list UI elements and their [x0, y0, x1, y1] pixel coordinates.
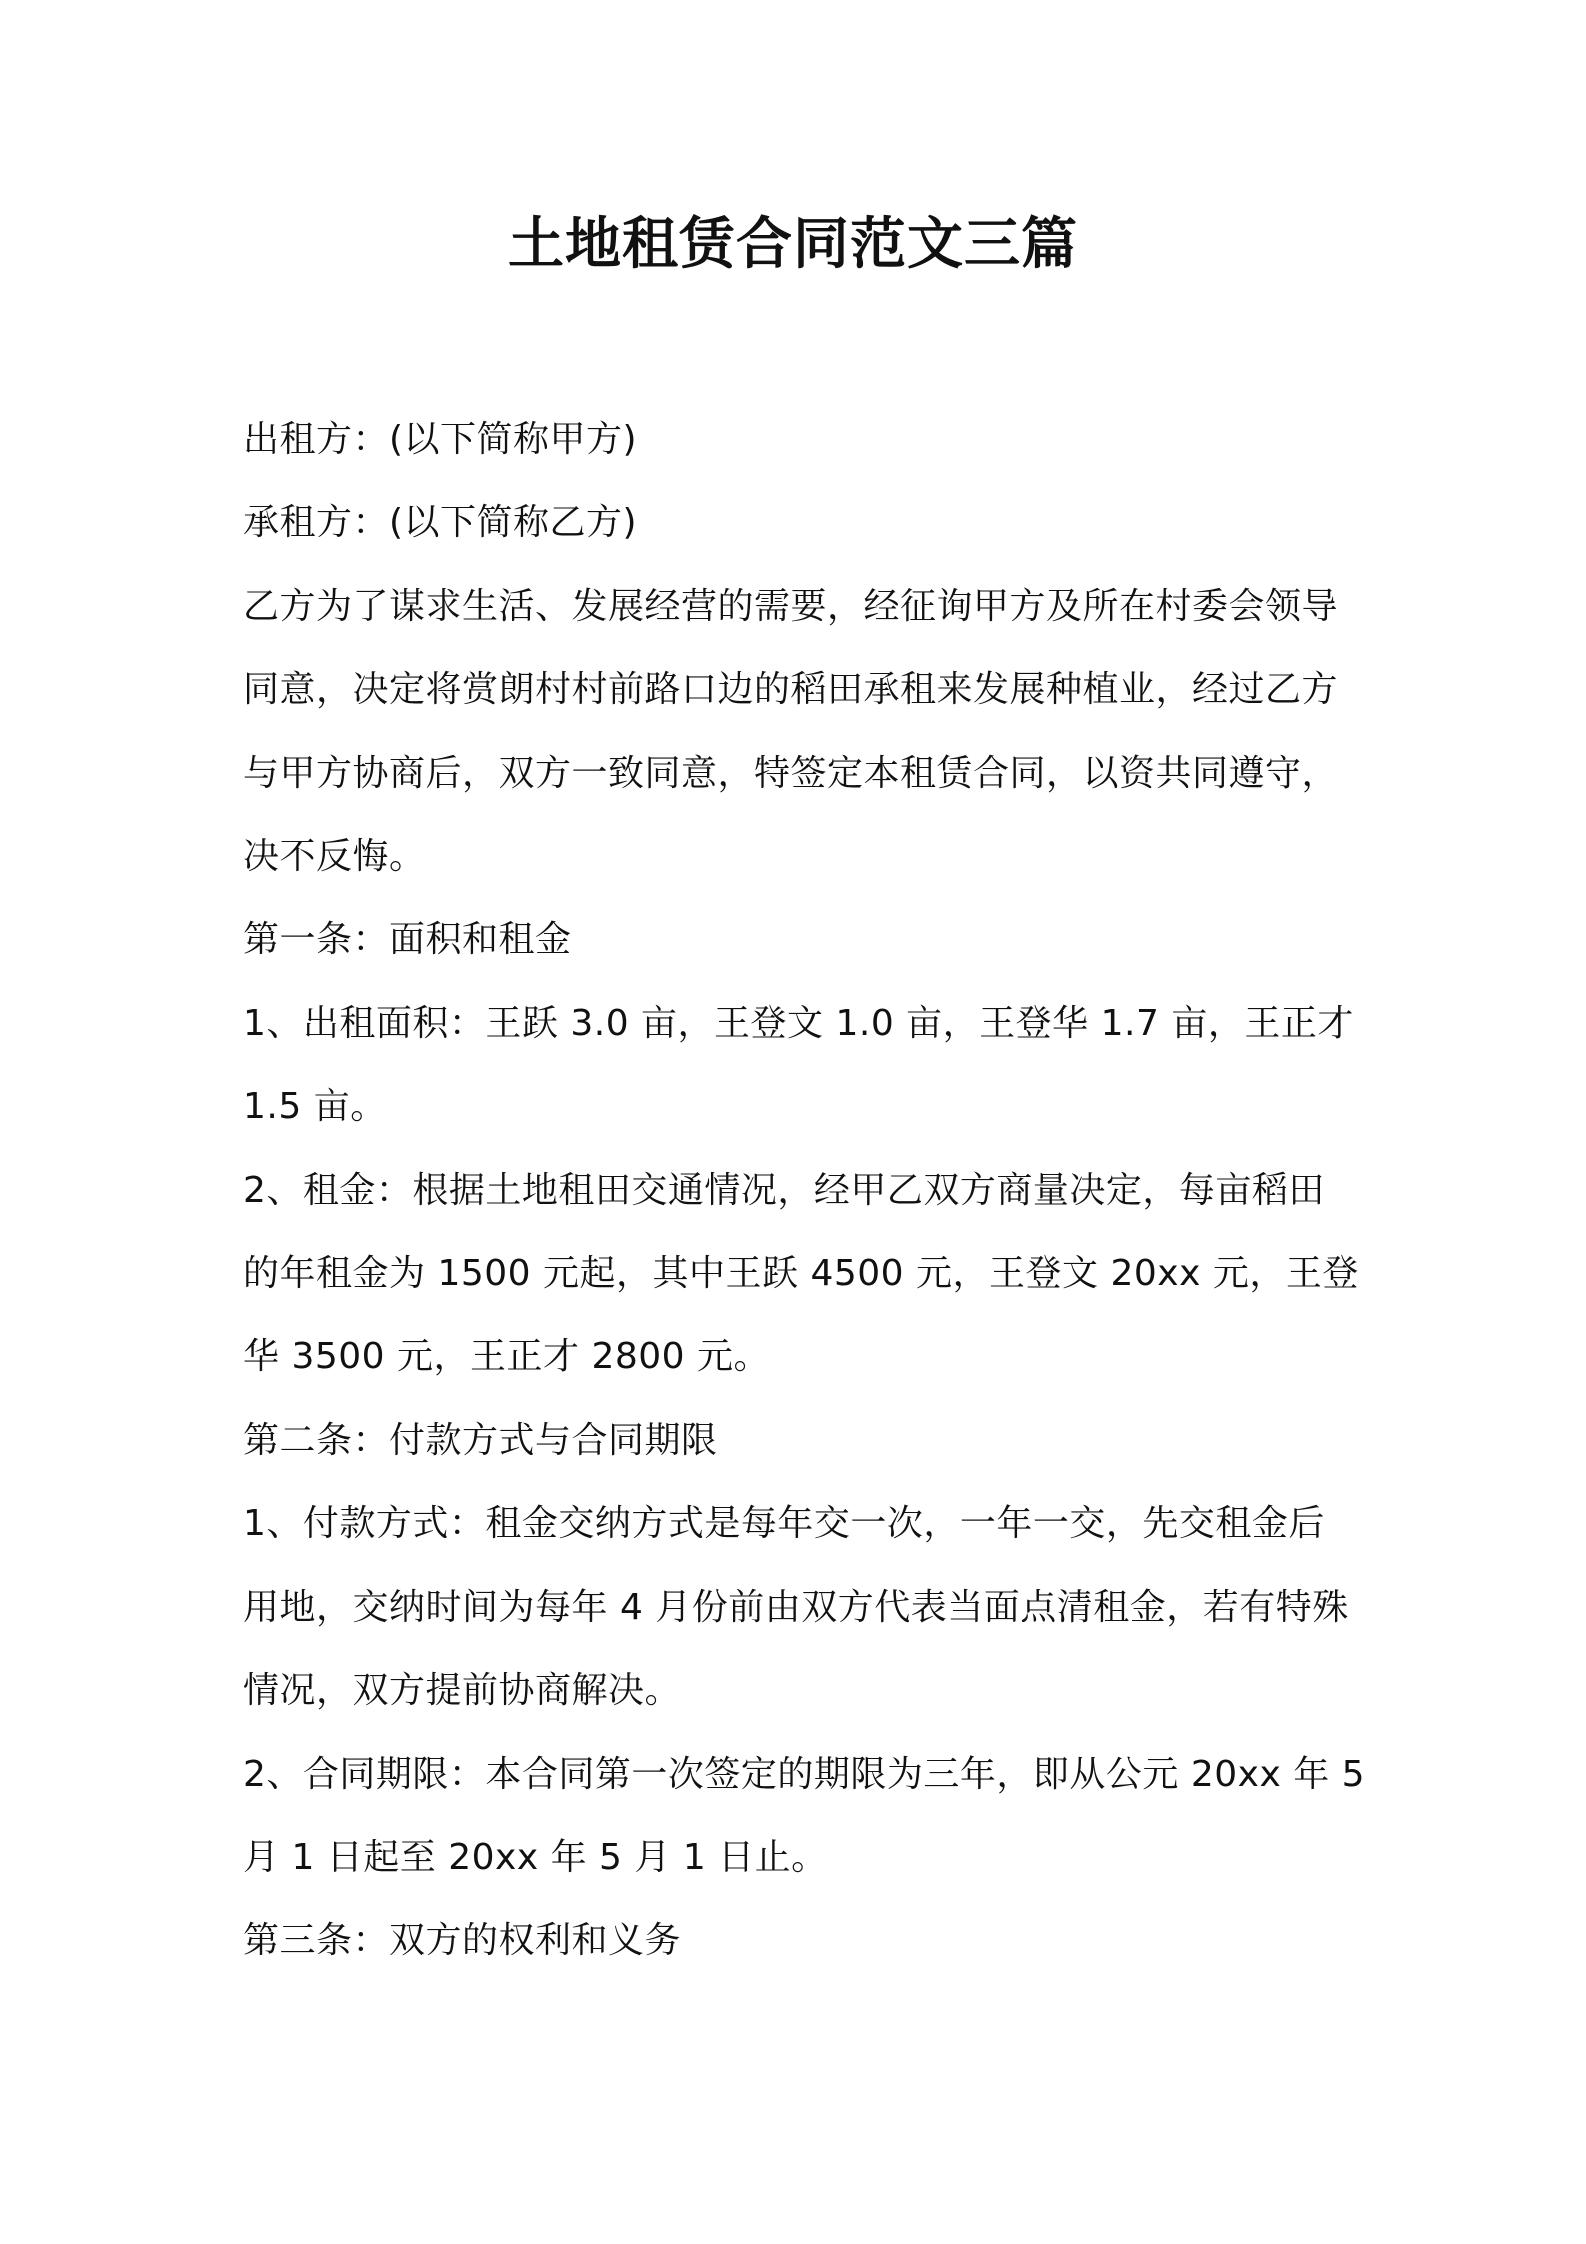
text-line: 第一条：面积和租金 — [243, 919, 572, 961]
payment-method-paragraph — [243, 1482, 1363, 1732]
text-line: 决不反悔。 — [243, 836, 426, 878]
text-line: 1、出租面积：王跃 3.0 亩，王登文 1.0 亩，王登华 1.7 亩，王正才 — [243, 1002, 1354, 1044]
text-line: 第三条：双方的权利和义务 — [243, 1920, 682, 1962]
text-line: 用地，交纳时间为每年 4 月份前由双方代表当面点清租金，若有特殊 — [243, 1586, 1349, 1628]
text-line: 乙方为了谋求生活、发展经营的需要，经征询甲方及所在村委会领导 — [243, 585, 1339, 627]
document-body — [243, 398, 1366, 1983]
document-title: 土地租赁合同范文三篇 — [508, 212, 1078, 277]
contract-term-paragraph — [243, 1733, 1366, 1900]
text-line: 的年租金为 1500 元起，其中王跃 4500 元，王登文 20xx 元，王登 — [243, 1253, 1359, 1295]
intro-paragraph — [243, 565, 1363, 899]
article-one-heading — [243, 898, 1363, 981]
text-line: 1.5 亩。 — [243, 1086, 387, 1128]
text-line: 与甲方协商后，双方一致同意，特签定本租赁合同，以资共同遵守， — [243, 752, 1339, 794]
text-line: 情况，双方提前协商解决。 — [243, 1670, 682, 1712]
text-line: 第二条：付款方式与合同期限 — [243, 1419, 718, 1461]
article-three-heading — [243, 1899, 1363, 1982]
text-line: 同意，决定将赏朗村村前路口边的稻田承租来发展种植业，经过乙方 — [243, 669, 1339, 711]
text-line: 出租方：(以下简称甲方) — [243, 419, 638, 460]
party-a-paragraph — [243, 398, 1363, 481]
party-b-paragraph — [243, 481, 1363, 564]
rental-area-paragraph — [243, 982, 1363, 1149]
text-line: 华 3500 元，王正才 2800 元。 — [243, 1336, 771, 1378]
text-line: 1、付款方式：租金交纳方式是每年交一次，一年一交，先交租金后 — [243, 1503, 1325, 1545]
text-line: 承租方：(以下简称乙方) — [243, 502, 638, 544]
article-two-heading — [243, 1399, 1363, 1482]
text-line: 月 1 日起至 20xx 年 5 月 1 日止。 — [243, 1836, 828, 1878]
text-line: 2、租金：根据土地租田交通情况，经甲乙双方商量决定，每亩稻田 — [243, 1169, 1325, 1211]
text-line: 2、合同期限：本合同第一次签定的期限为三年，即从公元 20xx 年 5 — [243, 1753, 1366, 1795]
rent-paragraph — [243, 1149, 1363, 1399]
